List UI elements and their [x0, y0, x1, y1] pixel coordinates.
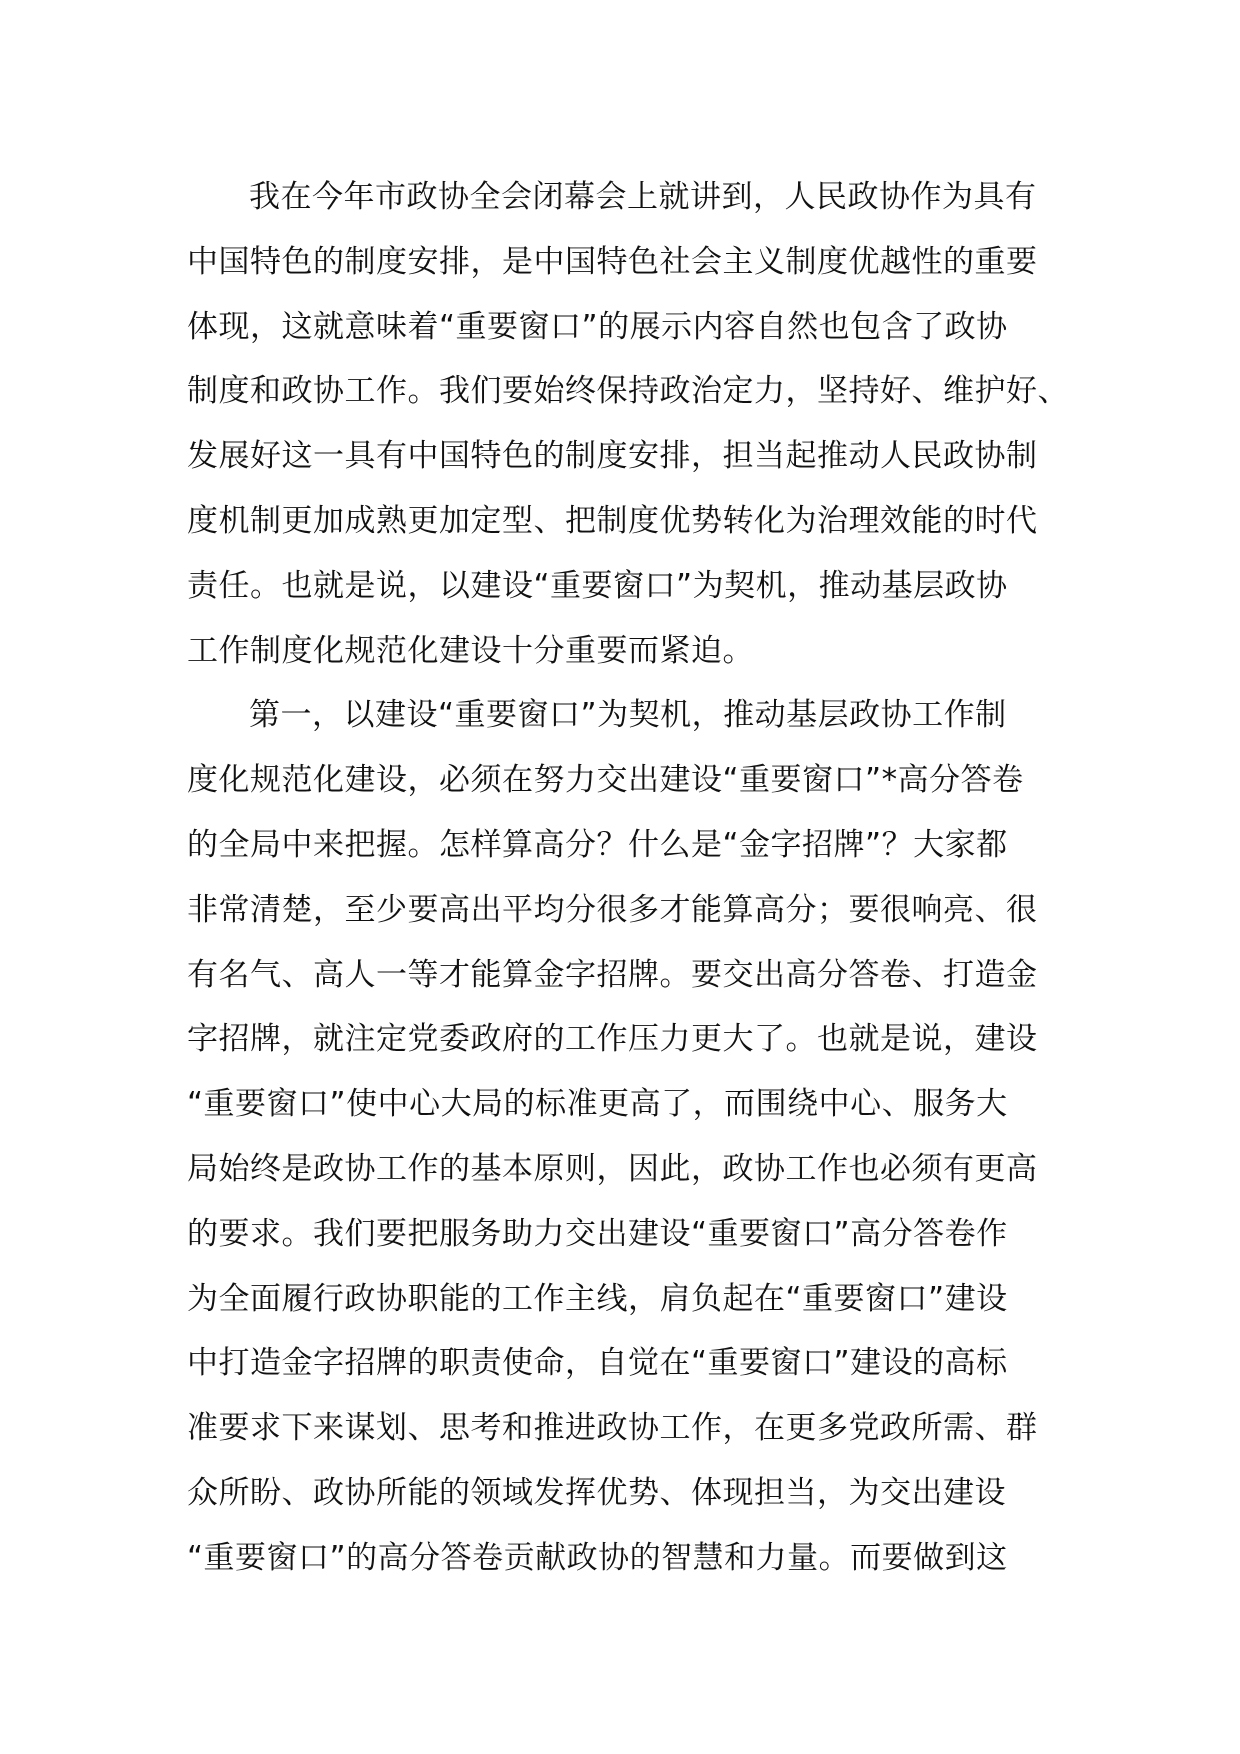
text-line: 度机制更加成熟更加定型、把制度优势转化为治理效能的时代 [187, 502, 1038, 539]
text-line: 非常清楚，至少要高出平均分很多才能算高分；要很响亮、很 [187, 891, 1038, 928]
text-line: 责任。也就是说，以建设“重要窗口”为契机，推动基层政协 [187, 567, 1008, 604]
text-line: 度化规范化建设，必须在努力交出建设“重要窗口”*高分答卷 [187, 762, 1024, 799]
text-line: 中打造金字招牌的职责使命，自觉在“重要窗口”建设的高标 [187, 1345, 1008, 1382]
text-line: 局始终是政协工作的基本原则，因此，政协工作也必须有更高 [187, 1150, 1038, 1187]
text-line: 的要求。我们要把服务助力交出建设“重要窗口”高分答卷作 [187, 1215, 1008, 1252]
text-line: 中国特色的制度安排，是中国特色社会主义制度优越性的重要 [187, 243, 1038, 280]
text-line: 字招牌，就注定党委政府的工作压力更大了。也就是说，建设 [187, 1021, 1038, 1058]
document-body [187, 165, 1067, 1591]
text-line: 制度和政协工作。我们要始终保持政治定力，坚持好、维护好、 [187, 373, 1069, 410]
text-line: 为全面履行政协职能的工作主线，肩负起在“重要窗口”建设 [187, 1280, 1008, 1317]
text-line: “重要窗口”的高分答卷贡献政协的智慧和力量。而要做到这 [187, 1539, 1008, 1576]
text-line: 的全局中来把握。怎样算高分？什么是“金字招牌”？大家都 [187, 826, 1008, 863]
text-line: 工作制度化规范化建设十分重要而紧迫。 [187, 632, 754, 669]
text-line: 发展好这一具有中国特色的制度安排，担当起推动人民政协制 [187, 438, 1038, 475]
text-line: “重要窗口”使中心大局的标准更高了，而围绕中心、服务大 [187, 1086, 1008, 1123]
paragraph-1 [187, 165, 1067, 683]
text-line: 第一，以建设“重要窗口”为契机，推动基层政协工作制 [249, 697, 1007, 734]
text-line: 准要求下来谋划、思考和推进政协工作，在更多党政所需、群 [187, 1410, 1038, 1447]
text-line: 众所盼、政协所能的领域发挥优势、体现担当，为交出建设 [187, 1474, 1006, 1511]
paragraph-2 [187, 683, 1067, 1590]
text-line: 体现，这就意味着“重要窗口”的展示内容自然也包含了政协 [187, 308, 1008, 345]
text-line: 我在今年市政协全会闭幕会上就讲到，人民政协作为具有 [249, 179, 1037, 215]
text-line: 有名气、高人一等才能算金字招牌。要交出高分答卷、打造金 [187, 956, 1038, 993]
